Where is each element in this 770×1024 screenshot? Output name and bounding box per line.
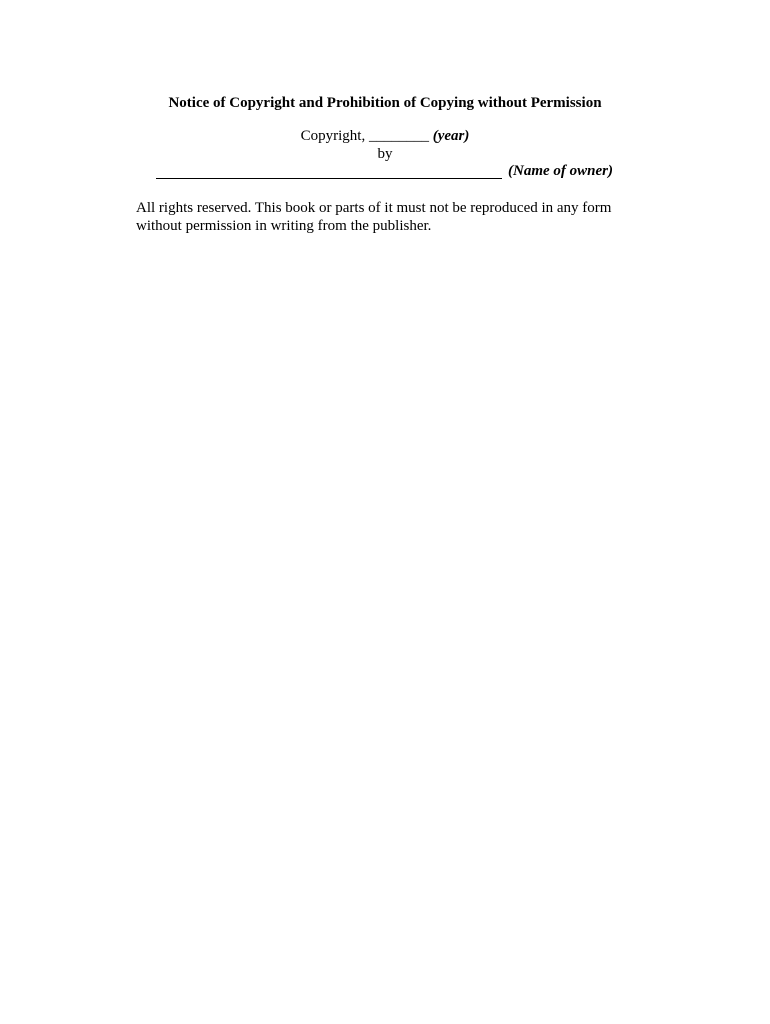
by-text: by bbox=[377, 146, 393, 162]
copyright-line bbox=[0, 127, 770, 146]
copyright-prefix: Copyright, ________ bbox=[300, 128, 429, 144]
rights-paragraph-line: without permission in writing from the publisher. bbox=[136, 218, 432, 234]
owner-label: (Name of owner) bbox=[508, 163, 613, 179]
year-label: (year) bbox=[432, 128, 470, 144]
owner-line bbox=[156, 162, 616, 182]
rights-paragraph bbox=[136, 199, 626, 235]
document-title: Notice of Copyright and Prohibition of Copying without Permission bbox=[168, 95, 602, 111]
owner-name-blank bbox=[156, 178, 502, 179]
rights-paragraph-line: All rights reserved. This book or parts of it must not be reproduced in any form bbox=[136, 200, 612, 216]
